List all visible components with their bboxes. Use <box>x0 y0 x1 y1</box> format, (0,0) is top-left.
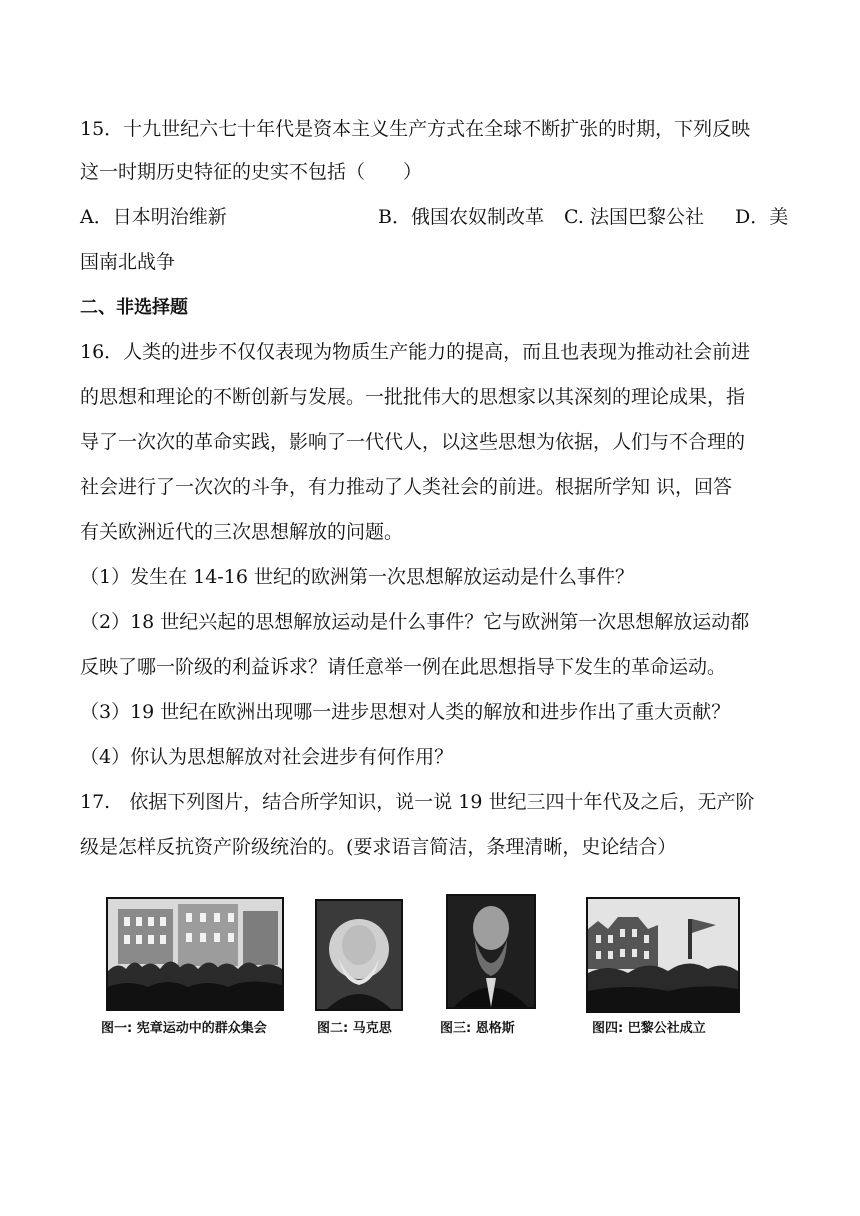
q16-sub-3: （3）19 世纪在欧洲出现哪一进步思想对人类的解放和进步作出了重大贡献？ <box>80 701 731 723</box>
figure-3-caption: 图三: 恩格斯 <box>440 1021 515 1036</box>
q15-option-d: D．美 <box>735 206 789 228</box>
q16-line-4: 社会进行了一次次的斗争，有力推动了人类社会的前进。根据所学知 识，回答 <box>80 476 733 498</box>
q16-sub-4: （4）你认为思想解放对社会进步有何作用？ <box>80 746 454 768</box>
q16-line-3: 导了一次次的革命实践，影响了一代代人，以这些思想为依据，人们与不合理的 <box>80 431 746 453</box>
q15-option-c: C. 法国巴黎公社 <box>564 206 704 228</box>
figure-2-caption: 图二: 马克思 <box>317 1021 392 1036</box>
q15-line-2: 这一时期历史特征的史实不包括（ ） <box>80 161 423 183</box>
figure-1-caption: 图一: 宪章运动中的群众集会 <box>101 1021 267 1036</box>
q16-sub-2-line-1: （2）18 世纪兴起的思想解放运动是什么事件？它与欧洲第一次思想解放运动都 <box>80 611 750 633</box>
paris-commune-photo <box>586 897 740 1013</box>
q16-sub-2-line-2: 反映了哪一阶级的利益诉求？请任意举一例在此思想指导下发生的革命运动。 <box>80 656 727 678</box>
chartist-rally-photo <box>106 897 284 1011</box>
q17-line-2: 级是怎样反抗资产阶级统治的。(要求语言简洁，条理清晰，史论结合） <box>80 836 677 858</box>
q15-option-a: A．日本明治维新 <box>80 206 227 228</box>
figure-4-caption: 图四: 巴黎公社成立 <box>592 1021 706 1036</box>
q17-line-1: 17. 依据下列图片，结合所学知识，说一说 19 世纪三四十年代及之后，无产阶 <box>80 791 755 813</box>
q16-line-5: 有关欧洲近代的三次思想解放的问题。 <box>80 521 404 543</box>
q15-option-d-continued: 国南北战争 <box>80 251 176 273</box>
q16-sub-1: （1）发生在 14-16 世纪的欧洲第一次思想解放运动是什么事件？ <box>80 566 634 588</box>
q16-line-1: 16．人类的进步不仅仅表现为物质生产能力的提高，而且也表现为推动社会前进 <box>80 341 751 363</box>
section-title: 二、非选择题 <box>80 297 188 318</box>
q16-line-2: 的思想和理论的不断创新与发展。一批批伟大的思想家以其深刻的理论成果，指 <box>80 386 746 408</box>
q15-line-1: 15．十九世纪六七十年代是资本主义生产方式在全球不断扩张的时期，下列反映 <box>80 118 751 140</box>
q15-option-b: B．俄国农奴制改革 <box>378 206 544 228</box>
engels-portrait <box>446 894 536 1009</box>
marx-portrait <box>315 899 403 1011</box>
